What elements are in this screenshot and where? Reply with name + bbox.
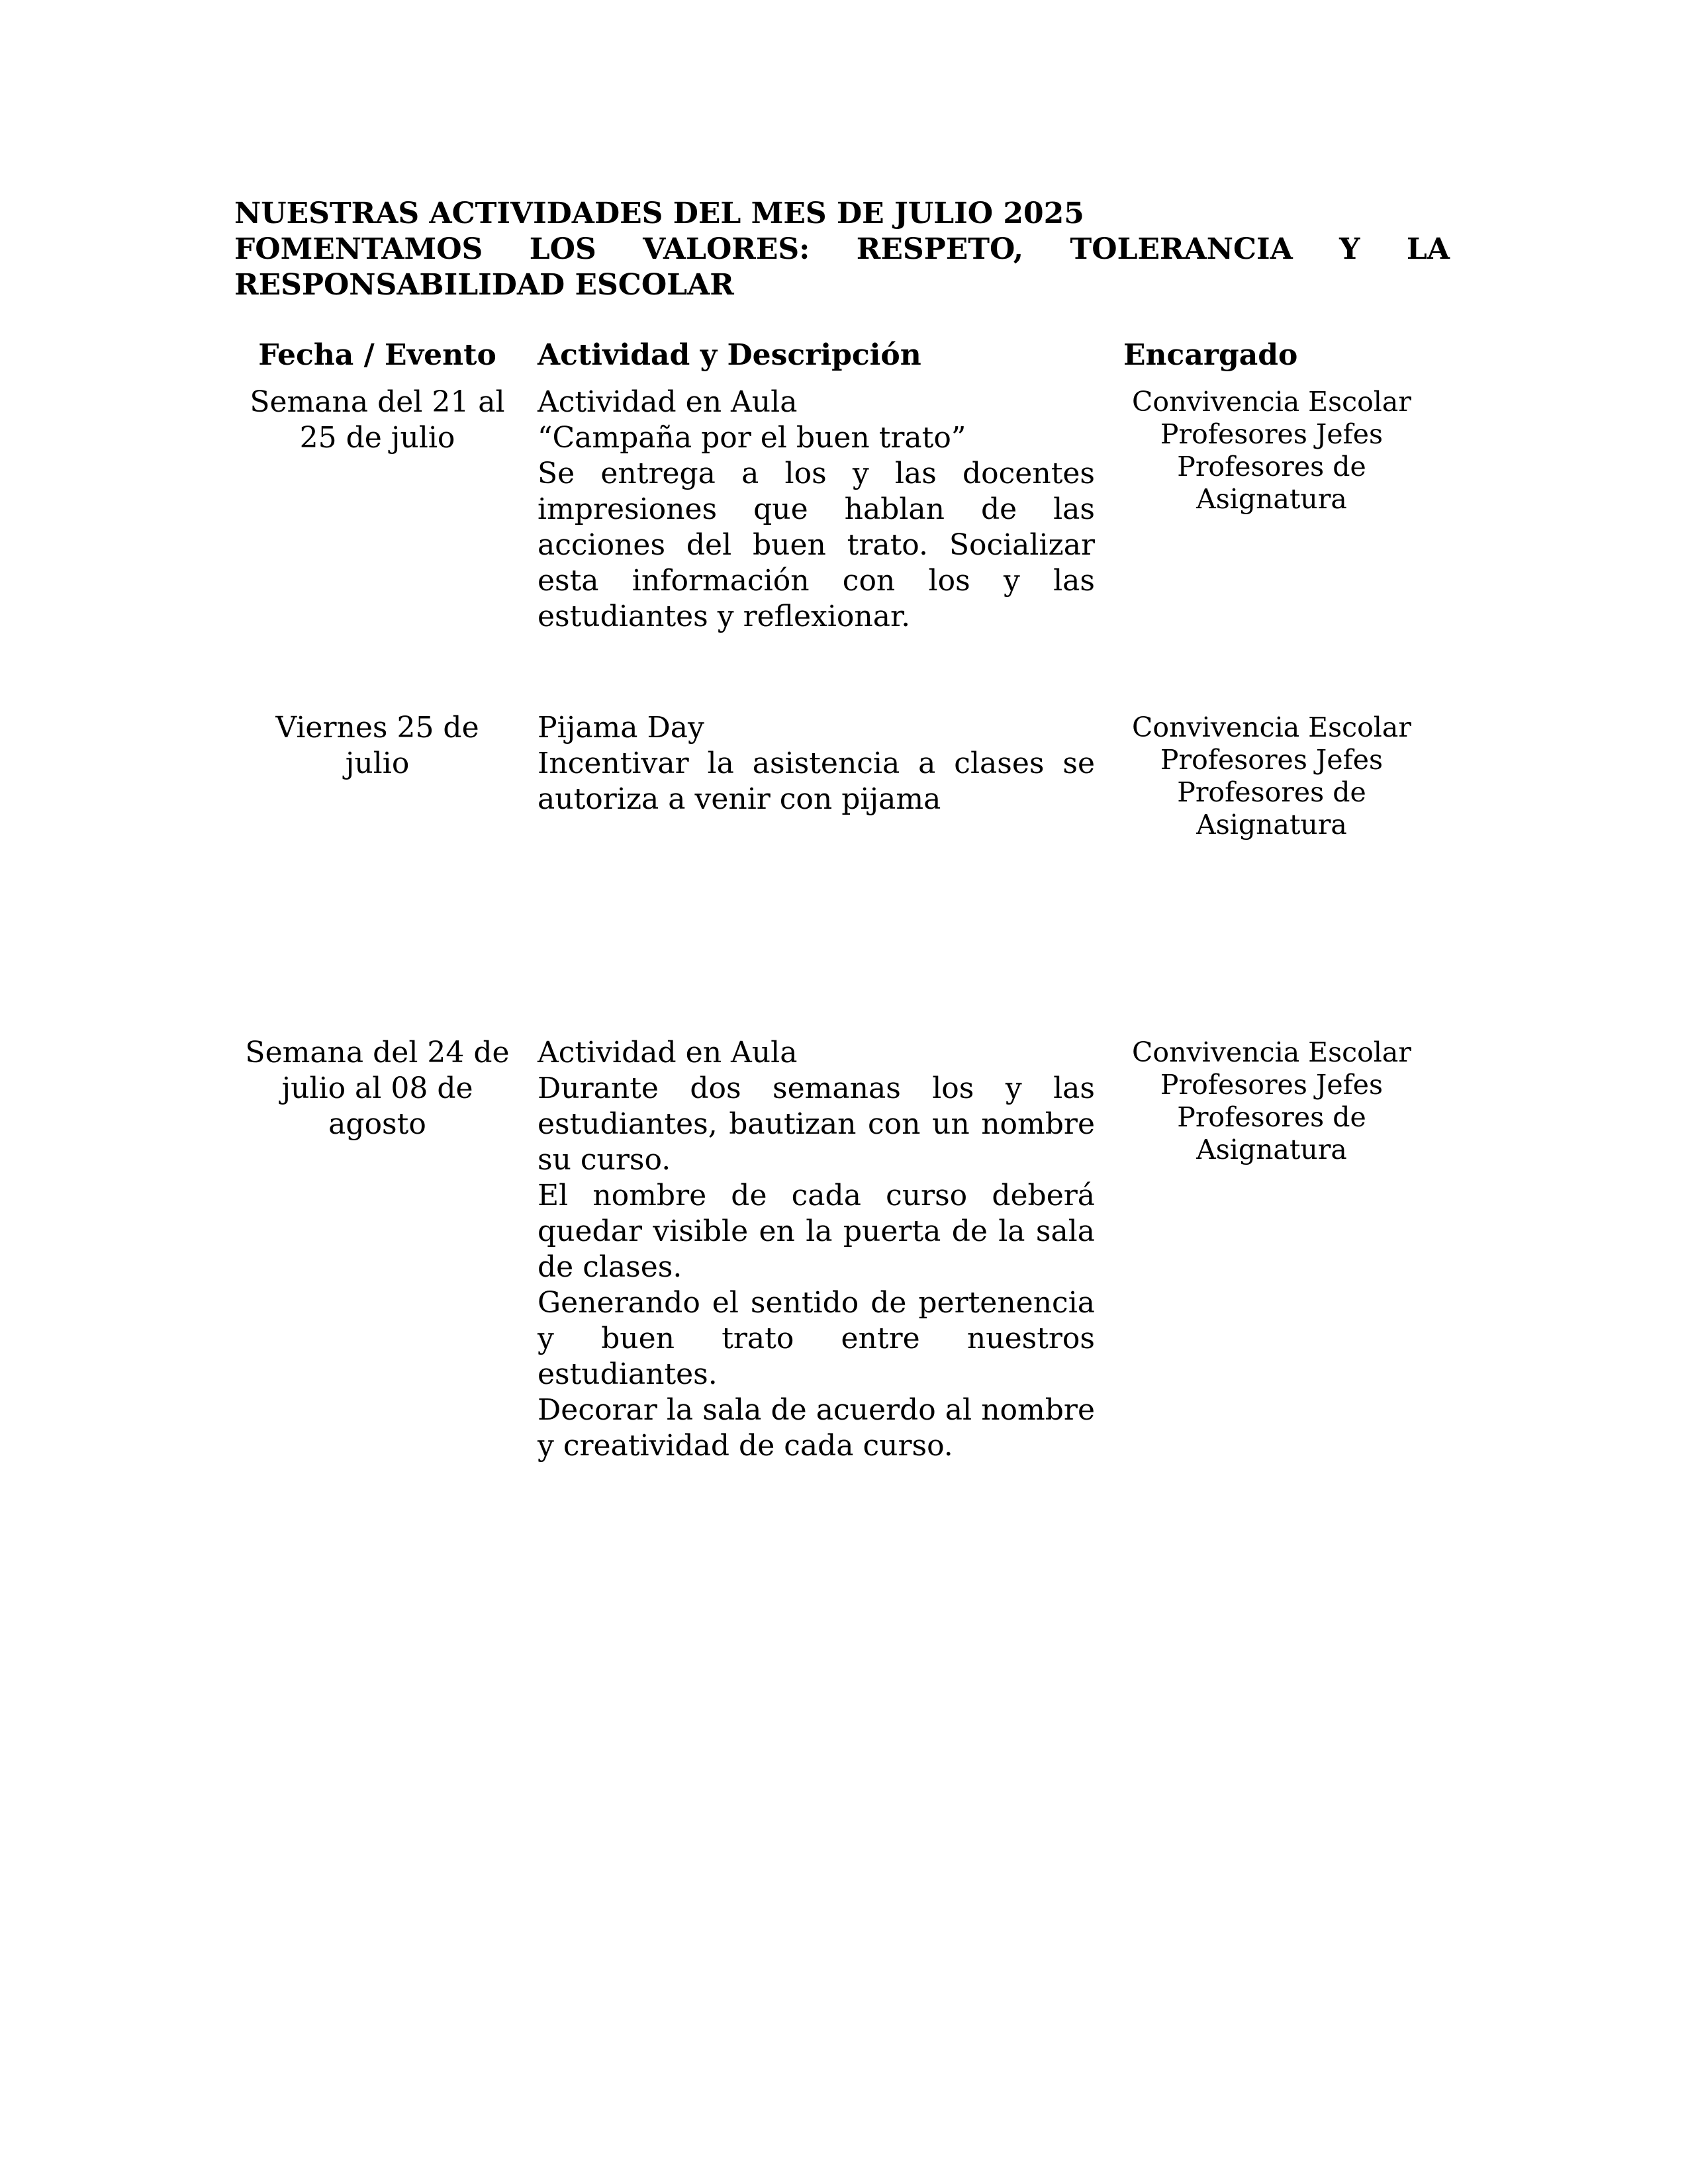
row-3-date: Semana del 24 de julio al 08 de agosto xyxy=(245,1036,510,1141)
row-2-responsible-1: Convivencia Escolar xyxy=(1132,711,1411,743)
row-2-responsible-2: Profesores Jefes xyxy=(1160,744,1383,776)
row-1-activity-subtitle: “Campaña por el buen trato” xyxy=(538,421,966,455)
row-2-activity-title: Pijama Day xyxy=(538,711,704,745)
header-responsible: Encargado xyxy=(1123,338,1298,372)
row-3-responsible-3: Profesores de xyxy=(1177,1101,1366,1133)
row-1-responsible-2: Profesores Jefes xyxy=(1160,418,1383,450)
row-2-responsible-3: Profesores de xyxy=(1177,776,1366,808)
row-3-paragraph-3: Generando el sentido de pertenencia y buen trato entre nuestros estudiantes. xyxy=(538,1286,1095,1391)
row-3-responsible-2: Profesores Jefes xyxy=(1160,1069,1383,1101)
row-1-date: Semana del 21 al 25 de julio xyxy=(250,385,505,455)
document-heading xyxy=(234,196,1450,303)
heading-line-1: NUESTRAS ACTIVIDADES DEL MES DE JULIO 2025 xyxy=(234,197,1084,230)
row-3-activity-title: Actividad en Aula xyxy=(538,1036,798,1069)
row-2-date: Viernes 25 de julio xyxy=(275,711,479,780)
row-3-activity xyxy=(538,1035,1095,1464)
row-1-description: Se entrega a los y las docentes impresiones que hablan de las acciones del buen trato. Socializar esta información con los y las estudiantes y reflexionar. xyxy=(538,457,1095,633)
row-3-responsible xyxy=(1119,1036,1425,1166)
row-2-responsible xyxy=(1119,711,1425,841)
row-1-responsible-1: Convivencia Escolar xyxy=(1132,386,1411,418)
row-2-responsible-4: Asignatura xyxy=(1196,809,1347,841)
heading-line-3: RESPONSABILIDAD ESCOLAR xyxy=(234,268,734,302)
row-2-description: Incentivar la asistencia a clases se autoriza a venir con pijama xyxy=(538,747,1095,816)
row-1-responsible xyxy=(1119,386,1425,516)
row-3-responsible-1: Convivencia Escolar xyxy=(1132,1036,1411,1068)
row-3-responsible-4: Asignatura xyxy=(1196,1134,1347,1165)
row-3-paragraph-4: Decorar la sala de acuerdo al nombre y creatividad de cada curso. xyxy=(538,1393,1095,1463)
header-date: Fecha / Evento xyxy=(258,338,496,372)
row-3-paragraph-1: Durante dos semanas los y las estudiantes, bautizan con un nombre su curso. xyxy=(538,1071,1095,1177)
header-activity: Actividad y Descripción xyxy=(538,338,921,372)
row-3-paragraph-2: El nombre de cada curso deberá quedar visible en la puerta de la sala de clases. xyxy=(538,1179,1095,1284)
row-1-responsible-4: Asignatura xyxy=(1196,483,1347,515)
row-2-activity xyxy=(538,710,1095,817)
row-1-responsible-3: Profesores de xyxy=(1177,451,1366,482)
row-1-activity-title: Actividad en Aula xyxy=(538,385,798,419)
heading-line-2: FOMENTAMOS LOS VALORES: RESPETO, TOLERANCIA Y LA xyxy=(234,232,1450,266)
row-1-activity xyxy=(538,385,1095,635)
